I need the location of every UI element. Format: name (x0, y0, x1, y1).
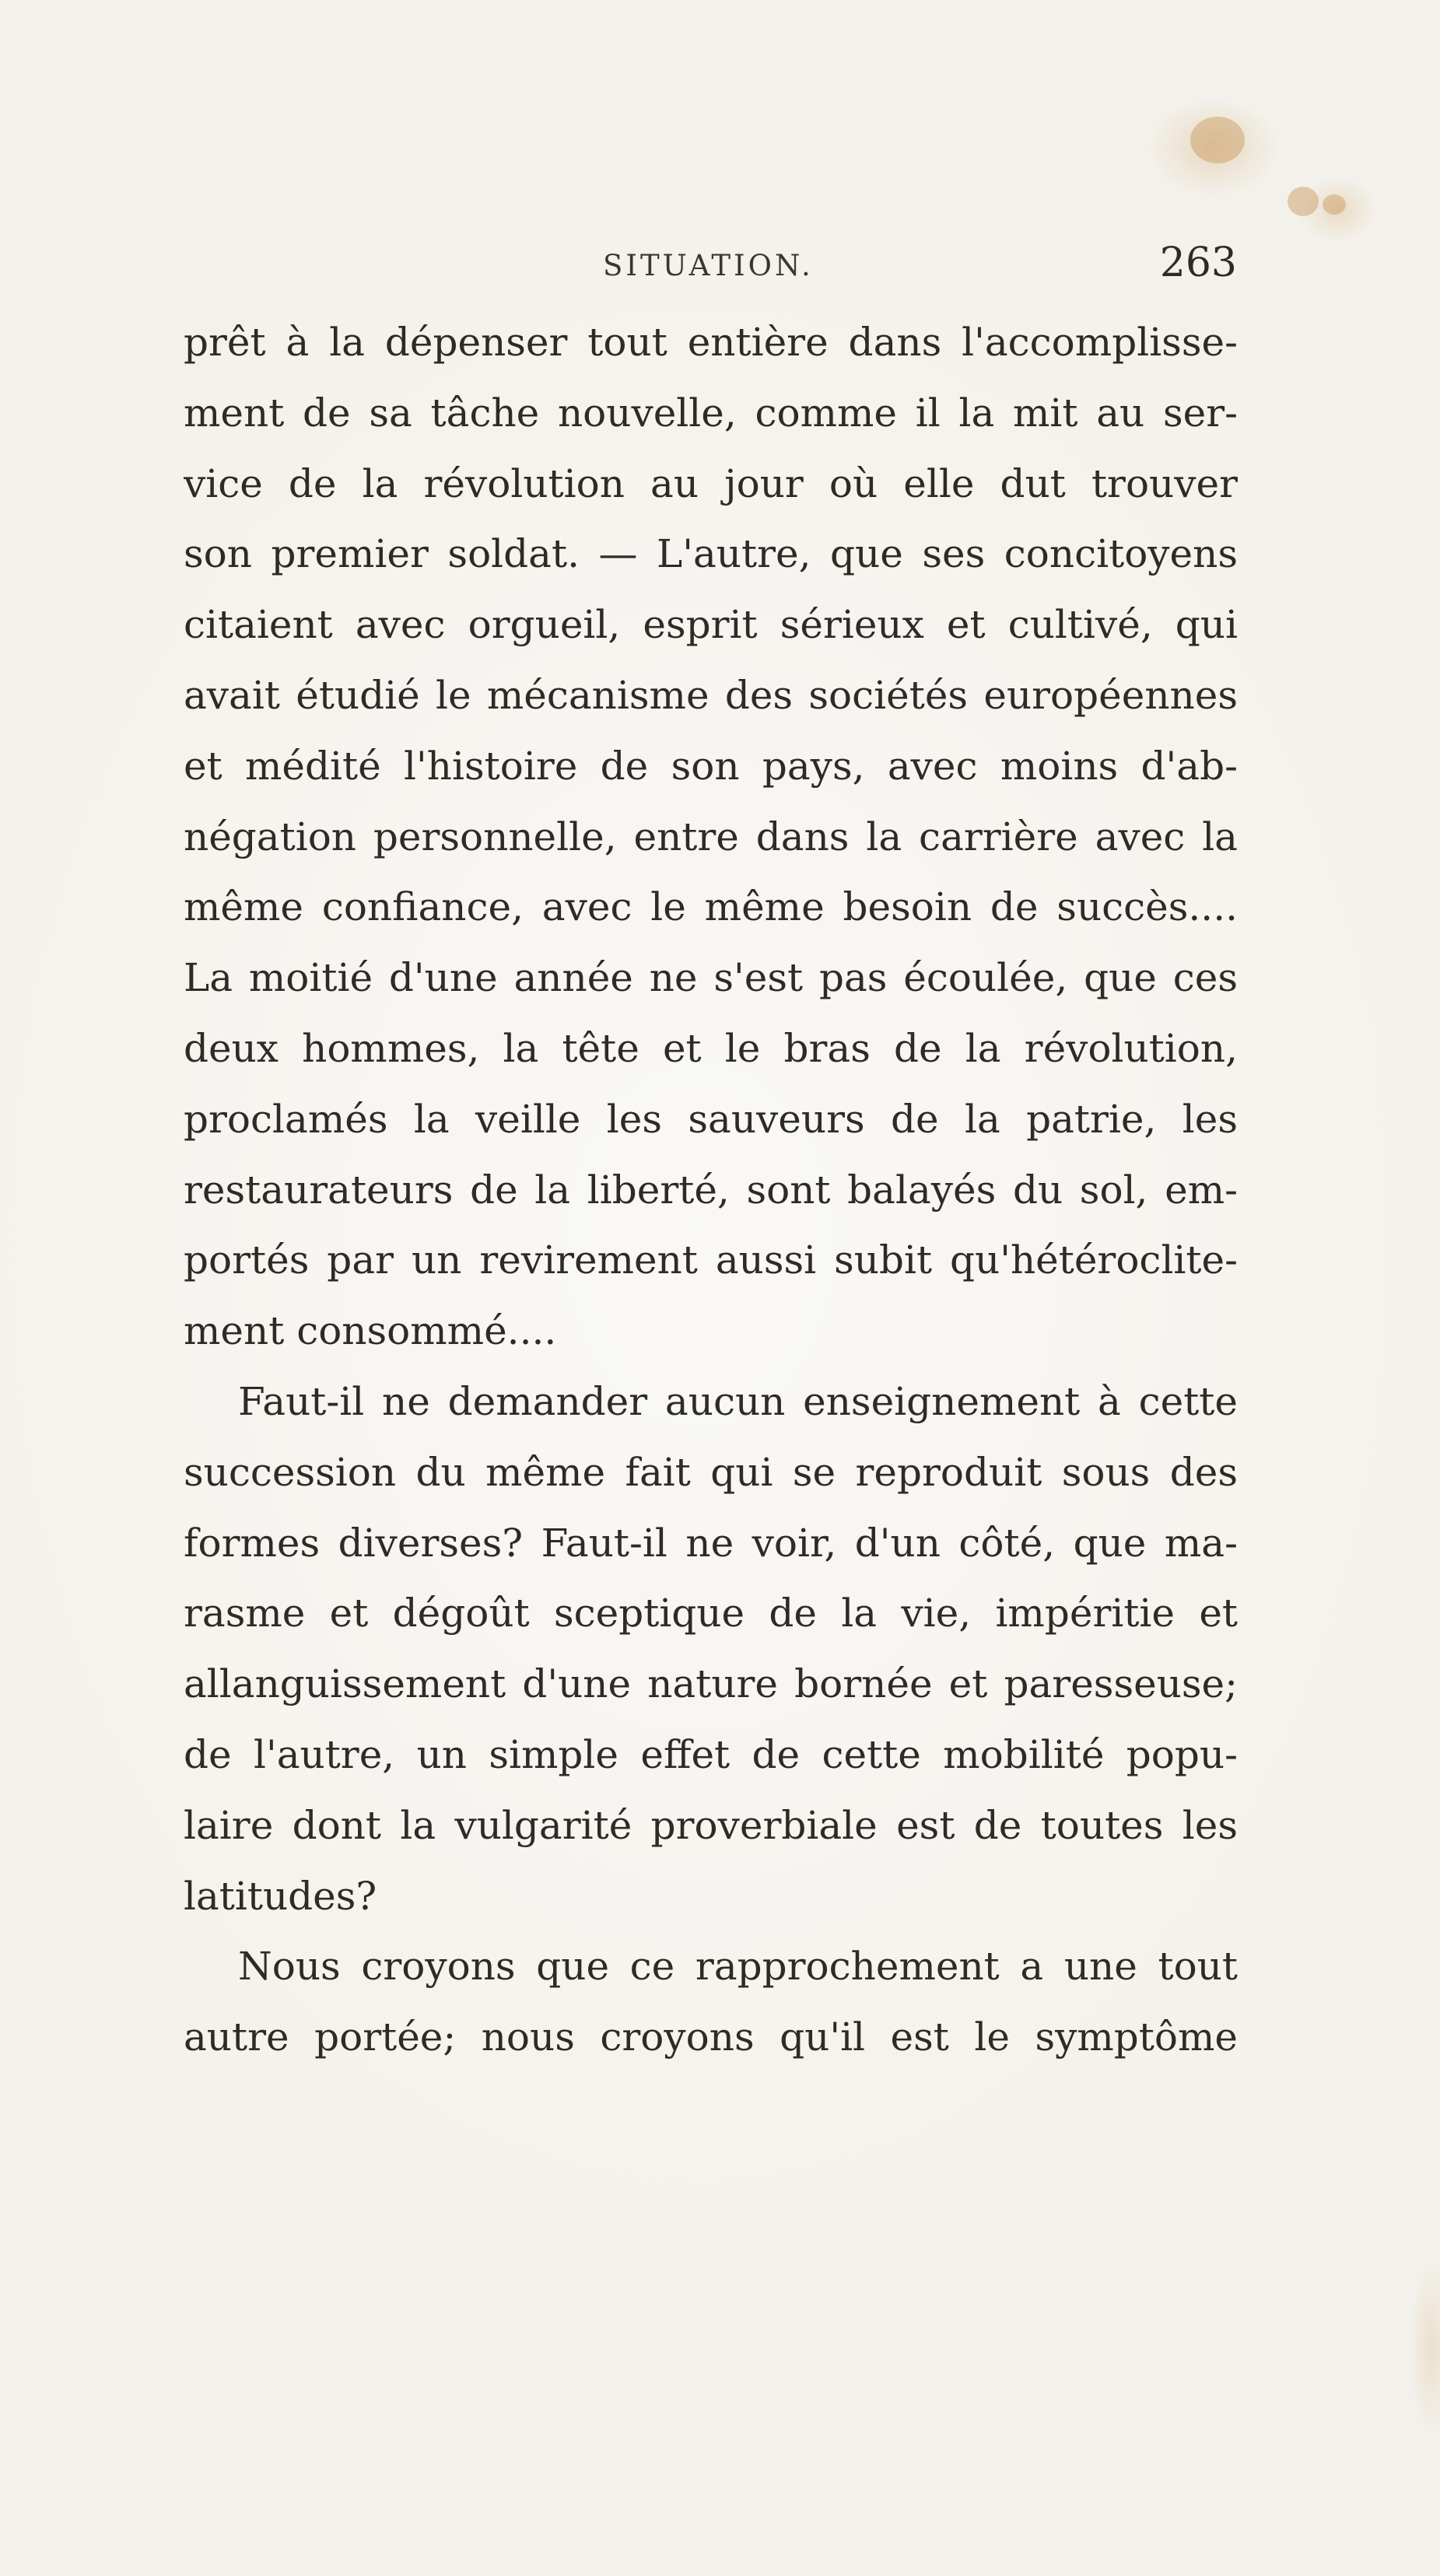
text-line: rasme et dégoût sceptique de la vie, impéritie et (184, 1591, 1238, 1636)
text-line: laire dont la vulgarité proverbiale est de toutes les (184, 1802, 1238, 1848)
text-line: ment de sa tâche nouvelle, comme il la mit au ser- (184, 390, 1238, 436)
text-line: autre portée; nous croyons qu'il est le symptôme (184, 2014, 1238, 2060)
text-line: vice de la révolution au jour où elle dut trouver (184, 460, 1238, 506)
text-line: Nous croyons que ce rapprochement a une tout (238, 1944, 1238, 1990)
page-number: 263 (1159, 240, 1237, 286)
body-text (184, 307, 1238, 2073)
foxing-stain (1323, 194, 1346, 215)
text-line: portés par un revirement aussi subit qu'hétéroclite- (184, 1237, 1238, 1283)
text-line: prêt à la dépenser tout entière dans l'accomplisse- (184, 320, 1238, 365)
page-header (179, 240, 1237, 286)
text-line: allanguissement d'une nature bornée et paresseuse; (184, 1661, 1238, 1707)
text-line: et médité l'histoire de son pays, avec moins d'ab- (184, 743, 1238, 789)
text-line: La moitié d'une année ne s'est pas écoulée, que ces (184, 955, 1238, 1001)
text-line: restaurateurs de la liberté, sont balayés du sol, em- (184, 1167, 1238, 1213)
text-line: formes diverses? Faut-il ne voir, d'un côté, que ma- (184, 1520, 1238, 1566)
text-line: négation personnelle, entre dans la carrière avec la (184, 814, 1238, 859)
text-line: Faut-il ne demander aucun enseignement à cette (238, 1378, 1238, 1424)
foxing-stain (1288, 187, 1319, 216)
text-line: avait étudié le mécanisme des sociétés européennes (184, 672, 1238, 718)
text-line: même confiance, avec le même besoin de succès.... (184, 884, 1238, 930)
text-line: ment consommé.... (184, 1308, 557, 1354)
text-line: latitudes? (184, 1873, 377, 1919)
foxing-stain (1190, 117, 1245, 163)
text-line: deux hommes, la tête et le bras de la révolution, (184, 1025, 1238, 1071)
text-line: son premier soldat. — L'autre, que ses concitoyens (184, 531, 1238, 577)
text-line: proclamés la veille les sauveurs de la patrie, les (184, 1096, 1238, 1142)
text-line: succession du même fait qui se reproduit sous des (184, 1449, 1238, 1495)
text-line: citaient avec orgueil, esprit sérieux et cultivé, qui (184, 602, 1238, 648)
text-line: de l'autre, un simple effet de cette mobilité popu- (184, 1731, 1238, 1777)
running-title: SITUATION. (603, 249, 814, 282)
